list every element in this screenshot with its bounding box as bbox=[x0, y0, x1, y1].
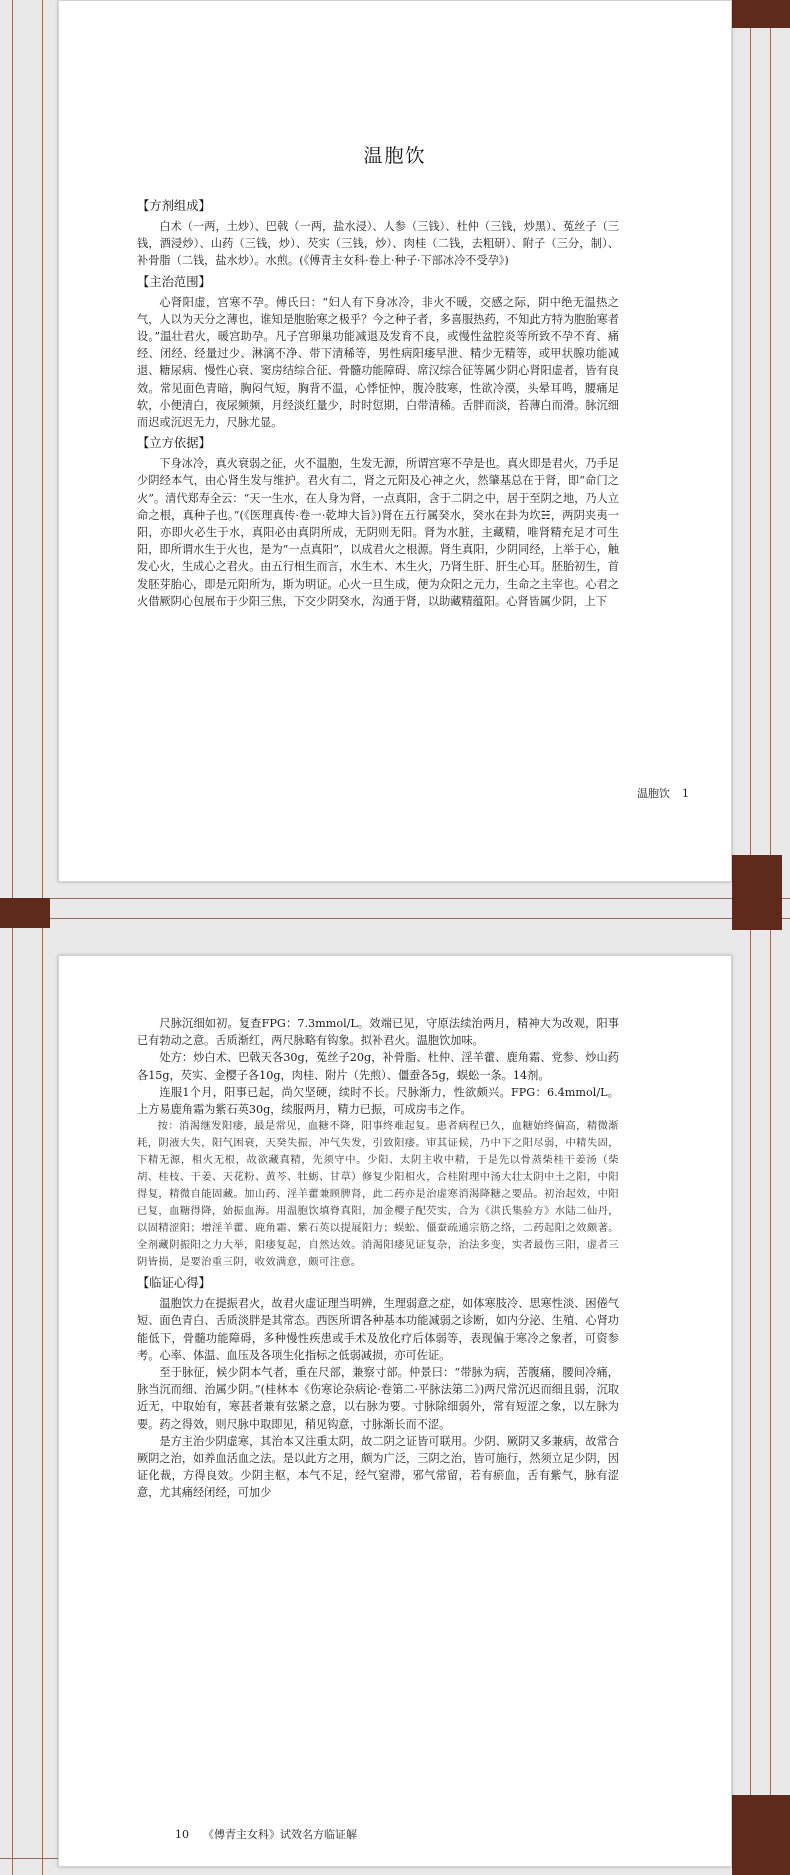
book-page-2 bbox=[58, 955, 732, 1867]
frame-line bbox=[0, 898, 790, 899]
decor-block bbox=[732, 855, 782, 930]
page-number: 10 bbox=[175, 1828, 189, 1841]
commentary-note: 按：消渴继发阳痿，最是常见，血糖不降，阳事终难起复。患者病程已久，血糖始终偏高，精微渐耗，阴液大失，阳气困衰，天癸失振，冲气失发，引致阳痿。审其证候，乃中下之阳尽弱，中精失固，下精无源，相火无根，故欲藏真精，先须守中。少阳、太阴主收中精，于是先以骨蒸柴桂干姜汤（柴胡、桂枝、干姜、天花粉、黄芩、牡蛎、甘草）修复少阳相火，合桂附理中汤大壮太阴中土之阳，中阳得复，精微自能固藏。加山药、淫羊藿兼顾脾肾，此二药亦是治虚寒消渴降糖之要品。初治起效，中阳已复，血糖得降，始振血海。用温胞饮填脊真阳，加金樱子配芡实，合为《洪氏集验方》水陆二仙丹，以固精涩阳；增淫羊藿、鹿角霜、紫石英以提展阳力；蜈蚣、僵蚕疏通宗筋之络，二药起阳之效颇著。全剂藏阴振阳之力大举，阳痿复起，自然达效。消渴阳痿见证复杂，治法多变，实者最伤三阳，虚者三阴皆损，是要治重三阴，收效满意，颇可注意。 bbox=[137, 1120, 619, 1269]
page-1-body bbox=[137, 194, 619, 610]
decor-block bbox=[732, 1795, 790, 1875]
book-page-1 bbox=[58, 0, 732, 882]
section-heading: 【方剂组成】 bbox=[137, 199, 211, 213]
page-footer bbox=[175, 1826, 357, 1842]
section-heading: 【临证心得】 bbox=[137, 1276, 211, 1291]
book-title: 《傅青主女科》试效名方临证解 bbox=[203, 1828, 357, 1841]
page-number: 1 bbox=[682, 787, 689, 800]
frame-line bbox=[0, 918, 790, 919]
section-heading: 【立方依据】 bbox=[137, 436, 211, 451]
section-paragraph: 温胞饮力在提振君火，故君火虚证理当明辨，生理弱意之症，如体寒肢冷、思寒性淡、困倦气短、面色青白、舌质淡胖是其常态。西医所谓各种基本功能减弱之诊断，如内分泌、生殖、心肾功能低下，骨髓功能障碍，多种慢性疾患或手术及放化疗后体弱等，表现偏于寒冷之象者，可资参考。心率、体温、血压及各项生化指标之低弱减损，亦可佐证。 bbox=[137, 1297, 619, 1362]
footer-label: 温胞饮 bbox=[637, 787, 670, 800]
section-paragraph: 至于脉征，候少阴本气者，重在尺部，兼察寸部。仲景曰：“带脉为病，苦腹痛，腰间冷痛，脉当沉而细、治属少阴。”(桂林本《伤寒论杂病论·卷第二·平脉法第二》)两尺常沉迟而细且弱，沉取近无，中取始有，寒甚者兼有弦紧之意，以右脉为要。寸脉除细弱外，常有短涩之象，以左脉为要。药之得效，则尺脉中取即见，稍见钩意，寸脉渐长而不涩。 bbox=[137, 1366, 619, 1431]
page-footer bbox=[637, 785, 689, 801]
frame-line bbox=[770, 0, 771, 1875]
section-paragraph: 下身冰冷，真火衰弱之征，火不温胞，生发无源，所谓宫寒不孕是也。真火即是君火，乃手足少阴经本气，由心肾生发与维护。君火有二，肾之元阳及心神之火，然肇基总在于肾，即“命门之火”。清代郑寿全云：“天一生水，在人身为肾，一点真阳，含于二阴之中，居于至阴之地，乃人立命之根，真种子也。”(《医理真传·卷一·乾坤大旨》)肾在五行属癸水，癸水在卦为坎☵，两阴夹夷一阳，亦即火必生于水，真阳必由真阴所成，无阴则无阳。肾为水脏，主藏精，唯肾精充足才可生阳，即所谓水生于火也，是为“一点真阳”，以成君火之根源。肾生真阳，少阴同经，上举于心，触发心火，生成心之君火。由五行相生而言，水生木、木生火，乃肾生肝、肝生心耳。胚胎初生，首发胚芽胎心，即是元阳所为，斯为明证。心火一旦生成，便为众阳之元力，生命之主宰也。心君之火借厥阴心包展布于少阳三焦，下交少阴癸水，沟通于肾，以助藏精蕴阳。心肾皆属少阴，上下 bbox=[137, 457, 619, 608]
case-paragraph: 尺脉沉细如初。复查FPG：7.3mmol/L。效端已见，守原法续治两月，精神大为改观，阳事已有勃动之意。舌质渐红，两尺脉略有钩象。拟补君火。温胞饮加味。 bbox=[137, 1017, 619, 1048]
section-heading: 【主治范围】 bbox=[137, 274, 211, 289]
section-paragraph: 是方主治少阴虚寒，其治本又注重太阴，故二阴之证皆可联用。少阴、厥阴又多兼病，故常合厥阴之治，如养血活血之法。是以此方之用，颇为广泛，三阴之治，皆可施行，然须立足少阴，因证化裁，方得良效。少阴主枢，本气不足，经气窒滞，邪气常留，若有瘀血，舌有紫气，脉有涩意，尤其痛经闭经，可加少 bbox=[137, 1434, 619, 1500]
page-title: 温胞饮 bbox=[363, 145, 427, 167]
decor-block bbox=[0, 898, 50, 928]
section-paragraph: 白术（一两，土炒）、巴戟（一两，盐水浸）、人参（三钱）、杜仲（三钱，炒黑）、菟丝子（三钱，酒浸炒）、山药（三钱，炒）、芡实（三钱，炒）、肉桂（二钱，去粗研）、附子（三分，制）、补骨脂（二钱，盐水炒）。水煎。(《傅青主女科·卷上·种子·下部冰冷不受孕》) bbox=[137, 220, 619, 268]
frame-line bbox=[12, 0, 13, 1875]
frame-line bbox=[750, 0, 751, 1875]
case-paragraph: 连服1个月，阳事已起，尚欠坚硬，续时不长。尺脉渐力，性欲颇兴。FPG：6.4mmol/L。上方易鹿角霜为紫石英30g，续服两月，精力已振，可成房韦之作。 bbox=[137, 1085, 619, 1117]
page-2-body bbox=[137, 1015, 619, 1502]
frame-line bbox=[42, 0, 43, 1875]
prescription-paragraph: 处方：炒白术、巴戟天各30g，菟丝子20g，补骨脂、杜仲、淫羊藿、鹿角霜、党参、炒山药各15g，芡实、金樱子各10g，肉桂、附片（先煎）、僵蚕各5g，蜈蚣一条。14剂。 bbox=[137, 1051, 619, 1082]
decor-block bbox=[732, 0, 790, 28]
section-paragraph: 心肾阳虚，宫寒不孕。傅氏曰：“妇人有下身冰冷，非火不暖，交感之际，阴中绝无温热之气，人以为天分之薄也，谁知是胞胎寒之极乎？今之种子者，多喜服热药，不知此方特为胞胎寒者设。”温壮君火，暖宫助孕。凡子宫卵巢功能减退及发育不良，或慢性盆腔炎等所致不孕不育、痛经、闭经、经量过少、淋漓不净、带下清稀等，男性病阳痿早泄、精少无精等，或甲状腺功能减退、糖尿病、慢性心衰、窦房结综合征、骨髓功能障碍、席汉综合征等属少阴心肾阳虚者，皆有良效。常见面色青暗，胸闷气短，胸背不温，心悸怔忡，腹冷肢寒，性欲冷漠，头晕耳鸣，腰痛足软，小便清白，夜尿频频，月经淡红量少，时时愆期，白带清稀。舌胖而淡，苔薄白而滑。脉沉细而迟或沉迟无力，尺脉尤显。 bbox=[137, 295, 619, 430]
